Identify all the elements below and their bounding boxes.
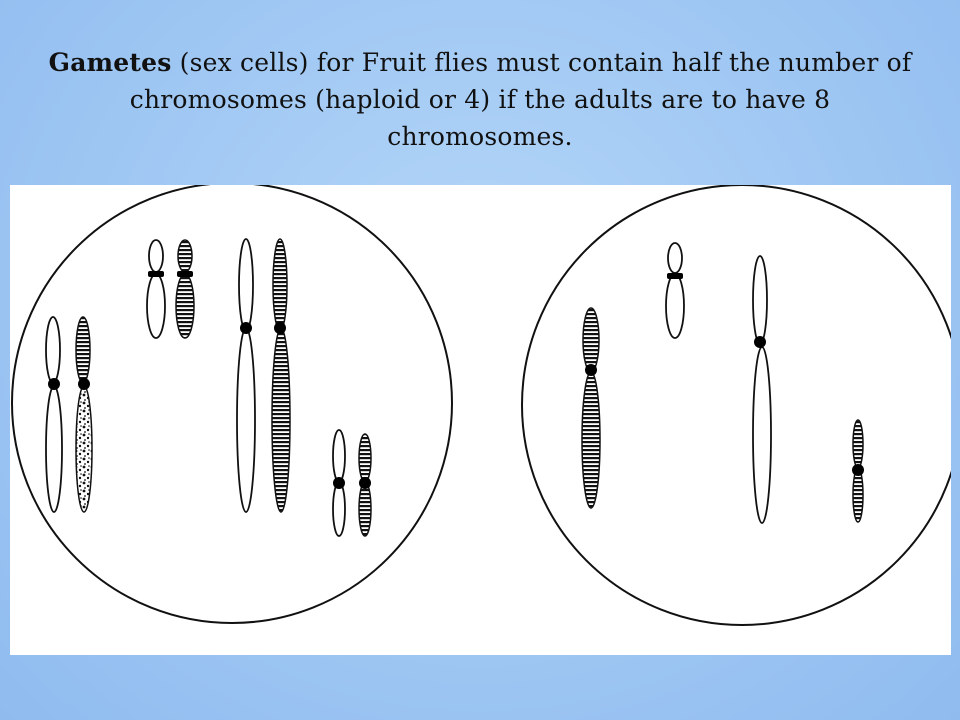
centromere-1a [48,378,60,390]
centromere-3a [240,322,252,334]
chromosome-1b [76,317,92,512]
chromosome-figure [10,185,951,655]
centromere-gamete-d [852,464,864,476]
caption-line-1-text: (sex cells) for Fruit flies must contain half the number of [171,48,912,77]
centromere-gamete-a [585,364,597,376]
gamete-chromosome-a [582,308,600,508]
caption-line-2: chromosomes (haploid or 4) if the adults are to have 8 [129,85,831,114]
chromosome-1a [46,317,62,512]
chromosome-3b [272,239,290,512]
centromere-gamete-c [754,336,766,348]
slide-caption [0,44,960,155]
chromosome-2b [176,240,194,338]
centromere-4b [359,477,371,489]
centromere-2b [177,271,193,277]
chromosome-pair-1 [46,317,92,512]
chromosome-pair-3 [237,239,290,512]
chromosome-2a [147,240,165,338]
caption-line-3: chromosomes. [387,122,573,151]
centromere-4a [333,477,345,489]
centromere-1b [78,378,90,390]
caption-bold-term: Gametes [48,48,172,77]
chromosome-pair-4 [333,430,371,536]
chromosome-diagram [10,185,951,655]
centromere-gamete-b [667,273,683,279]
diploid-cell [12,185,452,623]
gamete-chromosome-d [852,420,864,522]
gamete-chromosome-c [753,256,771,523]
centromere-2a [148,271,164,277]
chromosome-pair-2 [147,240,194,338]
centromere-3b [274,322,286,334]
gamete-chromosome-b [666,243,684,338]
haploid-gamete-cell [522,185,951,625]
caption-line-1 [0,44,960,81]
chromosome-3a [237,239,255,512]
